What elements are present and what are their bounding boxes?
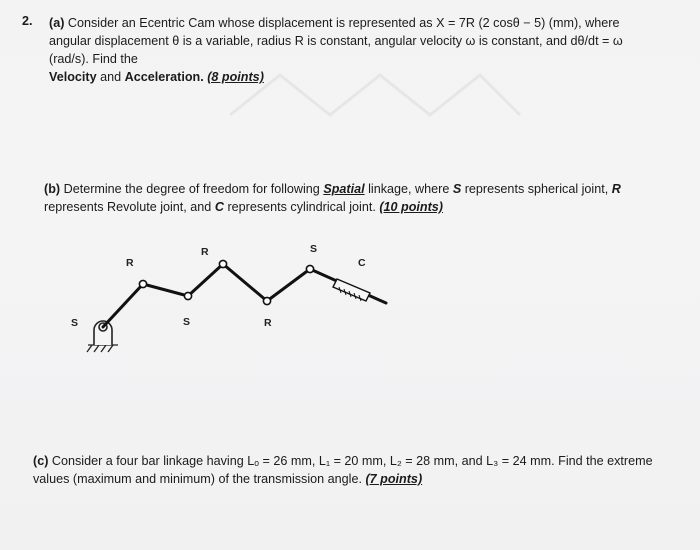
part-b-body-1: Determine the degree of freedom for following [63,182,320,196]
revolute-joint-low [263,297,270,304]
part-b-r: R [611,182,621,196]
part-b-body-2: linkage, where [368,182,450,196]
label-ground-s: S [71,317,79,329]
label-r1: R [126,257,134,269]
part-b-body-3: represents spherical joint, [464,182,609,196]
part-a-body: Consider an Ecentric Cam whose displacement is represented as X = 7R (2 cosθ − 5) (mm), where angular displacement θ is a variable, radius R is constant, angular velocity ω is constant, and dθ/dt = ω (rad/s). Find the [49,16,623,66]
revolute-joint-top [219,260,226,267]
part-b-spatial: Spatial [323,182,365,196]
part-a-acceleration: Acceleration. [124,70,204,84]
part-b-body-5: represents cylindrical joint. [227,200,376,214]
label-s-top: S [310,243,318,255]
part-a-velocity: Velocity [49,70,97,84]
part-a-points: (8 points) [207,70,264,84]
part-c-points: (7 points) [365,472,423,486]
spherical-joint-low [184,292,191,299]
spherical-joint-top [306,265,313,272]
part-b-points: (10 points) [379,200,443,214]
label-r-low: R [264,317,272,329]
part-c-label: (c) [33,454,49,468]
part-a-and: and [100,70,122,84]
label-c: C [358,257,366,269]
part-a-label: (a) [49,16,65,30]
cylindrical-joint [333,279,370,301]
linkage-links [103,264,386,327]
label-s-low: S [183,316,191,328]
part-c-body: Consider a four bar linkage having Lₒ = 26 mm, L₁ = 20 mm, L₂ = 28 mm, and L₃ = 24 mm. Find the extreme values (maximum and minimum) of the transmission angle. [33,454,653,486]
part-b-label: (b) [44,182,61,196]
label-r-top: R [201,246,209,258]
question-number: 2. [22,14,33,28]
part-b-body-4: represents Revolute joint, and [44,200,212,214]
part-c-text [33,452,673,488]
part-b-c: C [214,200,224,214]
revolute-joint-1 [139,280,146,287]
part-b-s: S [452,182,462,196]
